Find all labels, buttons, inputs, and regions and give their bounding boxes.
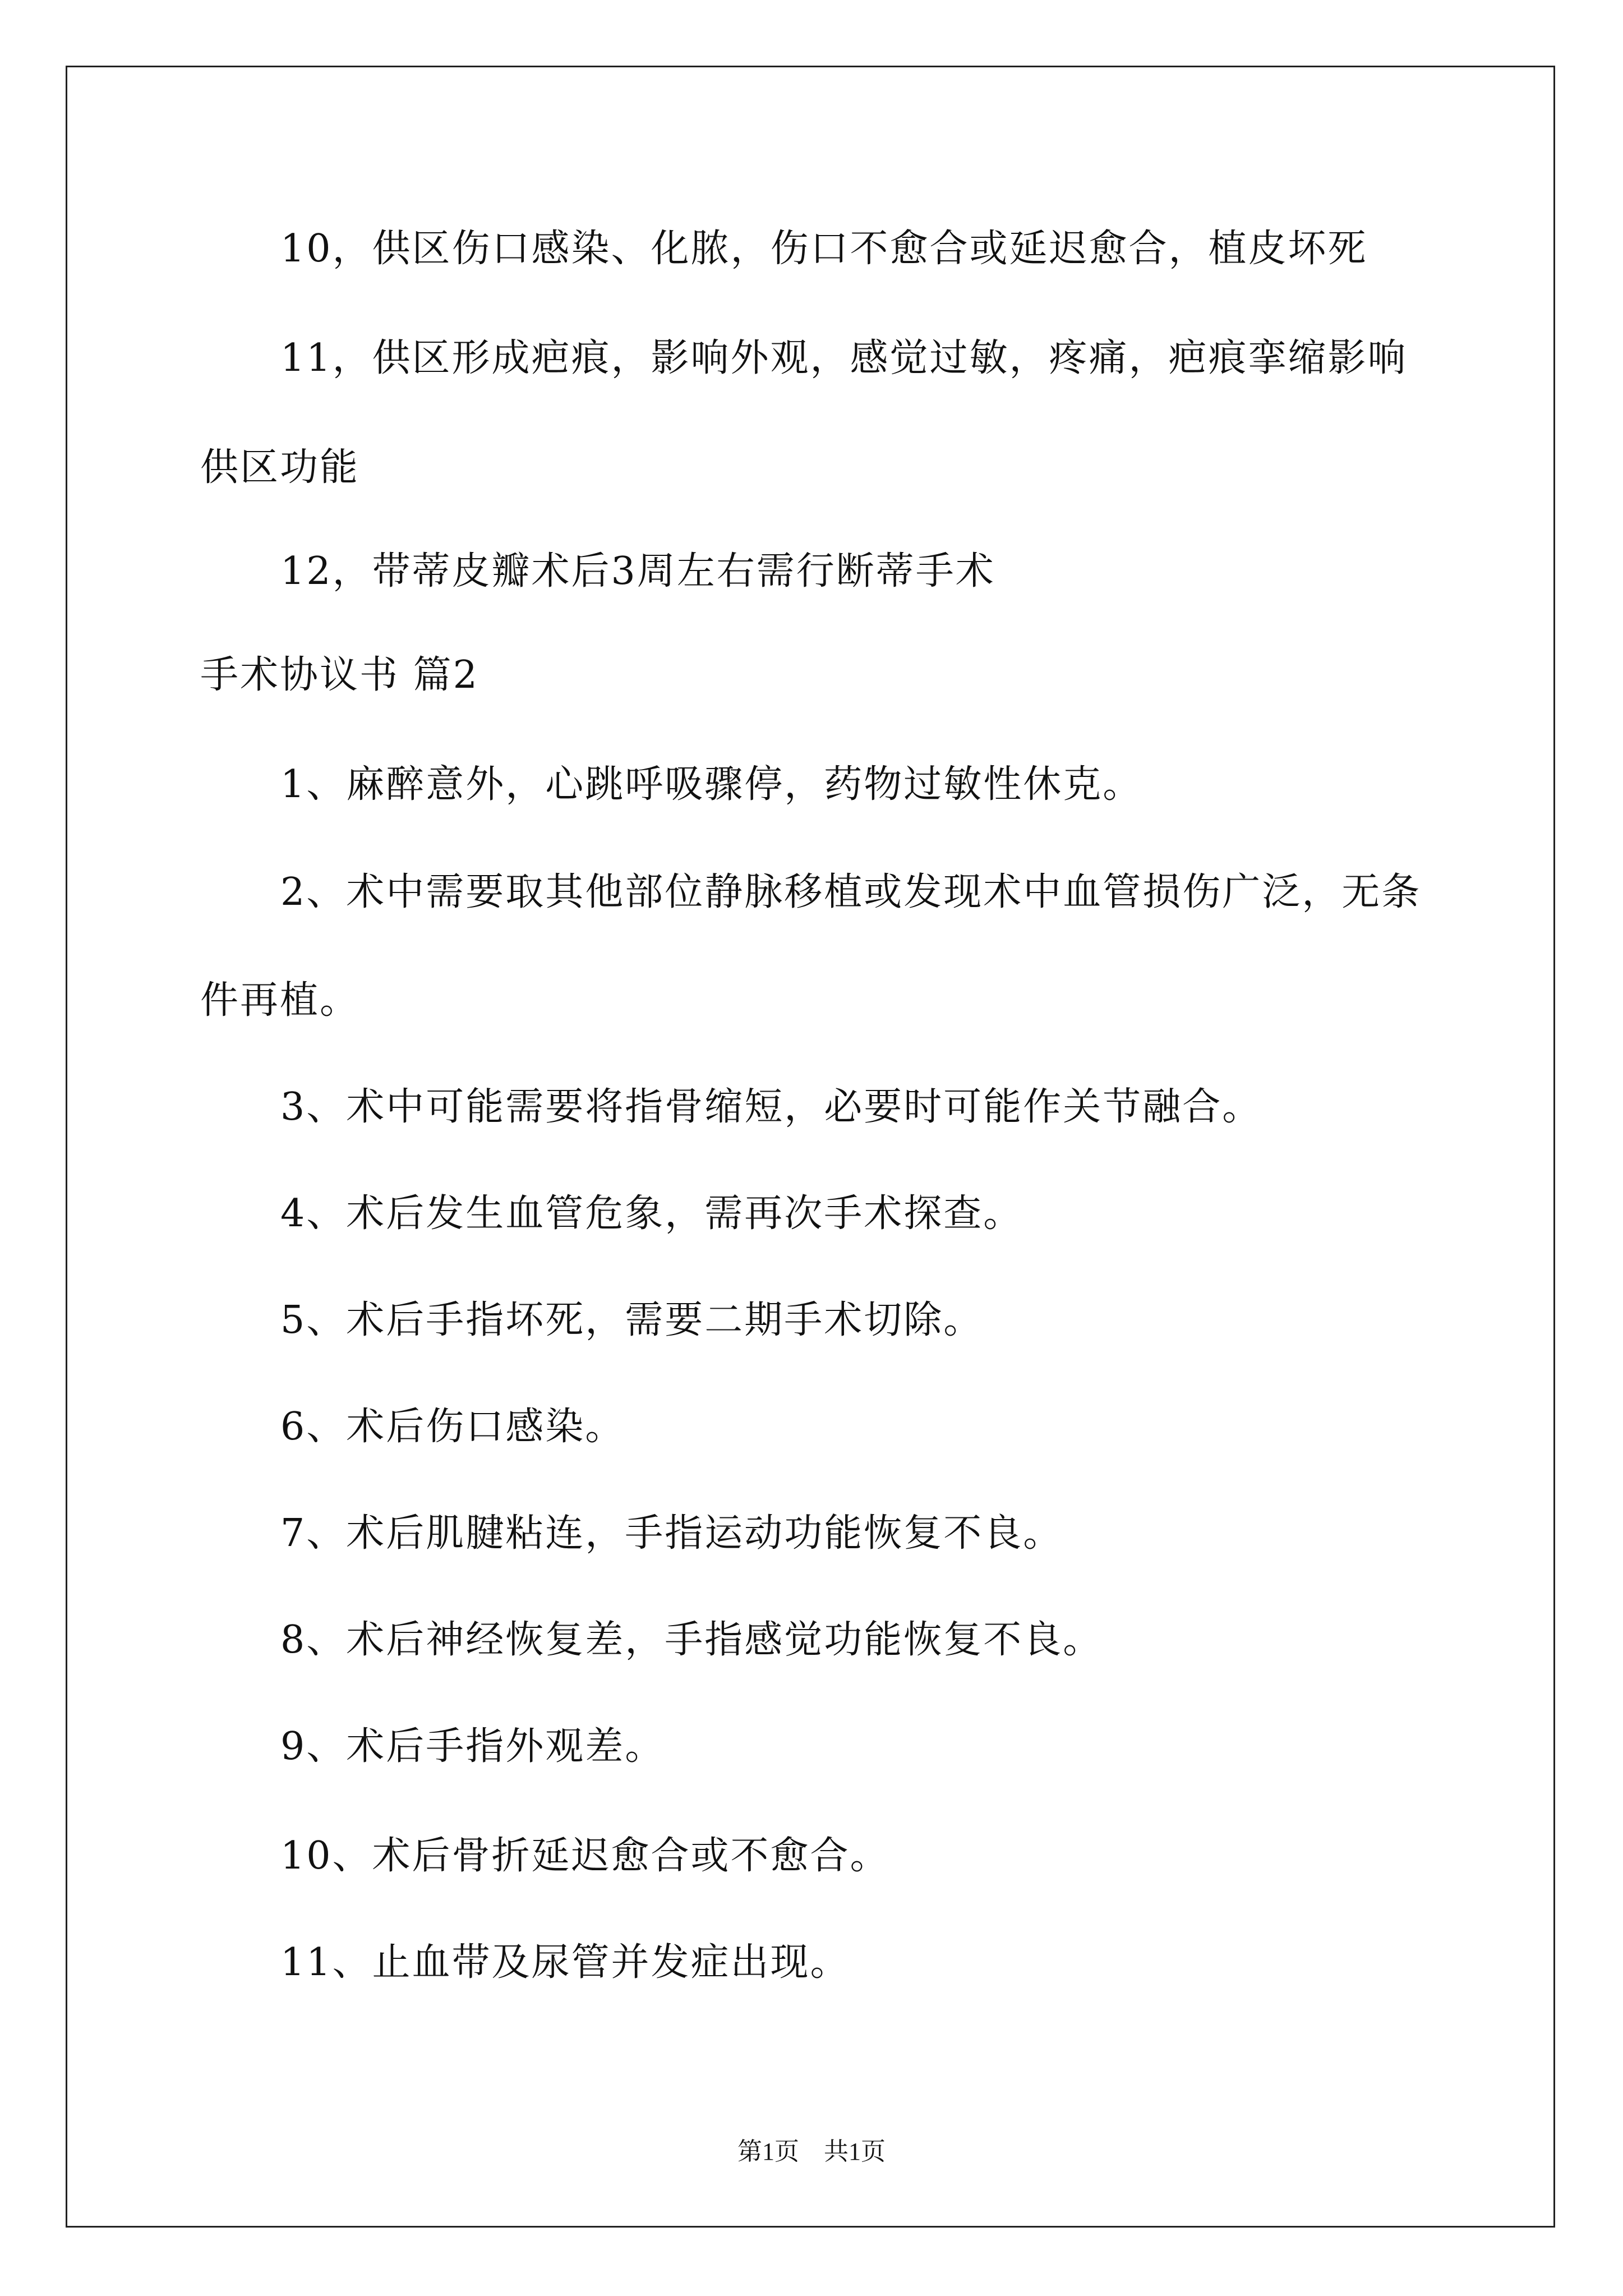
list-item: 6、术后伤口感染。 xyxy=(280,1405,625,1449)
list-item: 1、麻醉意外，心跳呼吸骤停，药物过敏性休克。 xyxy=(280,762,1143,807)
paragraph-line: 10，供区伤口感染、化脓，伤口不愈合或延迟愈合，植皮坏死 xyxy=(280,227,1368,271)
list-item: 3、术中可能需要将指骨缩短，必要时可能作关节融合。 xyxy=(280,1085,1262,1129)
section-heading: 手术协议书 篇2 xyxy=(200,653,479,697)
paragraph-line: 11，供区形成疤痕，影响外观，感觉过敏，疼痛，疤痕挛缩影响 xyxy=(280,336,1408,380)
page-number-footer: 第1页 共1页 xyxy=(737,2138,886,2165)
list-item: 4、术后发生血管危象，需再次手术探查。 xyxy=(280,1191,1023,1236)
list-item: 5、术后手指坏死，需要二期手术切除。 xyxy=(280,1298,984,1342)
page-border xyxy=(66,66,1555,2228)
paragraph-line: 供区功能 xyxy=(200,445,360,490)
list-item-continuation: 件再植。 xyxy=(200,978,360,1023)
list-item: 2、术中需要取其他部位静脉移植或发现术中血管损伤广泛，无条 xyxy=(280,870,1422,914)
paragraph-line: 12，带蒂皮瓣术后3周左右需行断蒂手术 xyxy=(280,549,995,593)
list-item: 9、术后手指外观差。 xyxy=(280,1724,665,1769)
list-item: 11、止血带及尿管并发症出现。 xyxy=(280,1940,850,1985)
list-item: 7、术后肌腱粘连，手指运动功能恢复不良。 xyxy=(280,1511,1063,1556)
list-item: 8、术后神经恢复差，手指感觉功能恢复不良。 xyxy=(280,1618,1103,1662)
list-item: 10、术后骨折延迟愈合或不愈合。 xyxy=(280,1834,890,1878)
